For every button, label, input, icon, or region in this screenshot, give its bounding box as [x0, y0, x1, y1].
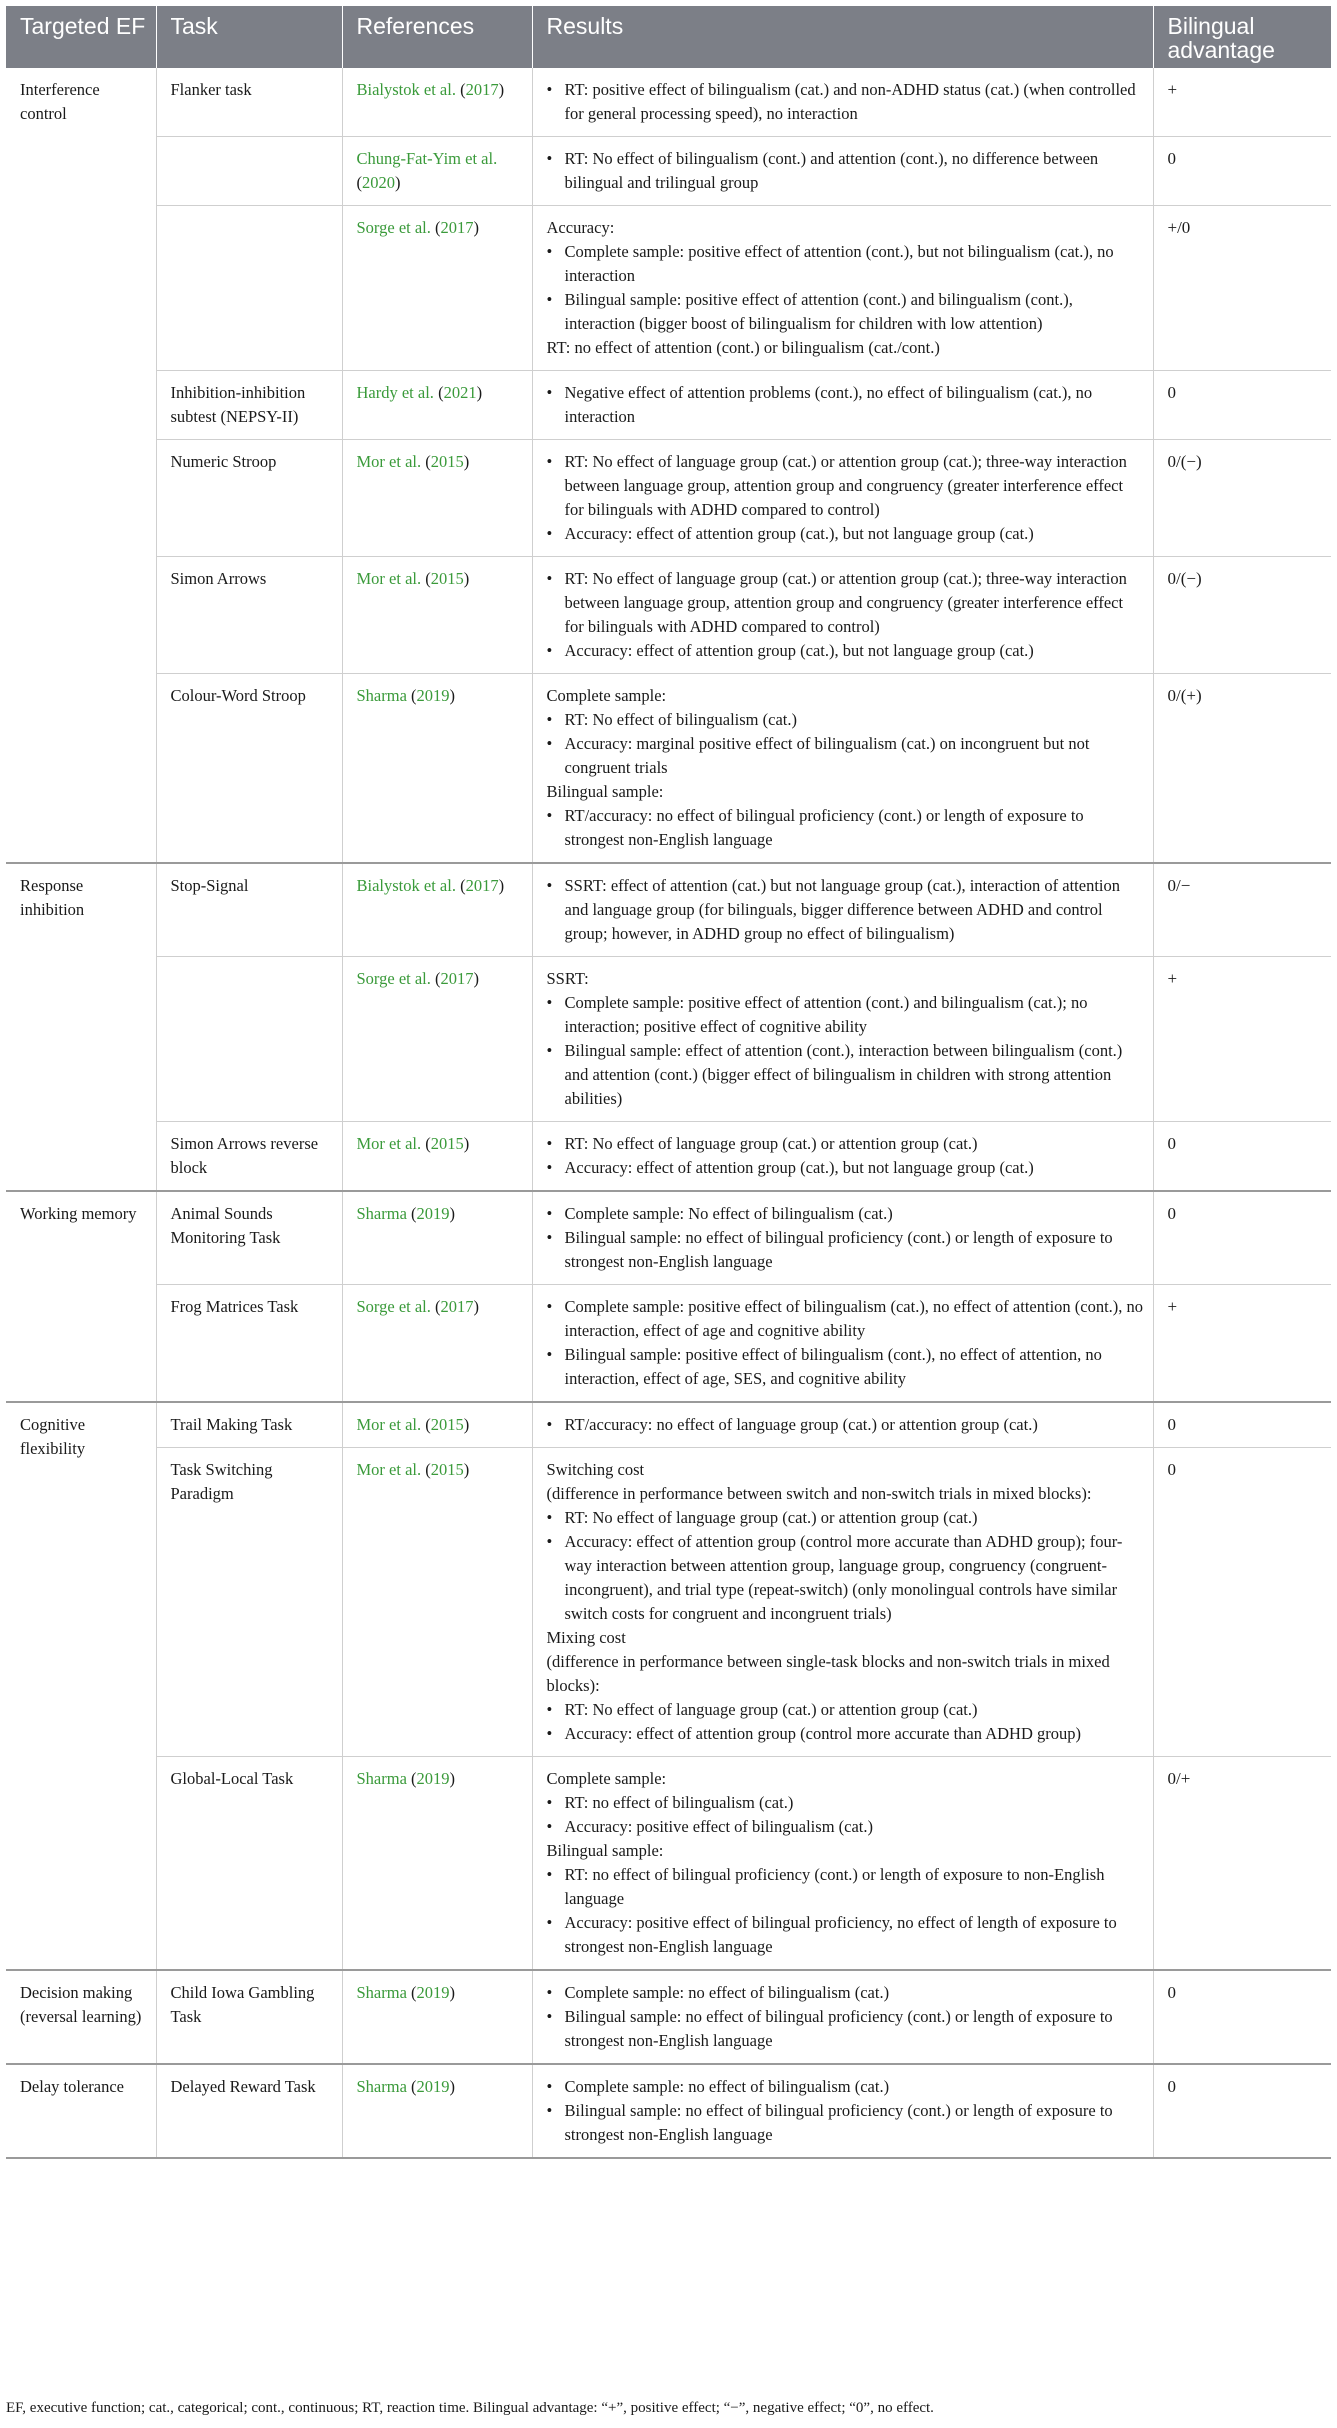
result-bullet: • Complete sample: no effect of bilingualism (cat.)	[547, 2075, 1145, 2099]
bilingual-advantage-cell: 0	[1153, 1448, 1331, 1757]
bilingual-advantage-cell: +	[1153, 1285, 1331, 1403]
result-bullet: • Complete sample: no effect of bilingualism (cat.)	[547, 1981, 1145, 2005]
bilingual-advantage-cell: 0	[1153, 1122, 1331, 1192]
table-row	[6, 1191, 1331, 1285]
reference-author: Mor et al.	[356, 1415, 422, 1434]
result-line: Switching cost	[546, 1460, 645, 1479]
reference-author: Mor et al.	[356, 452, 422, 471]
reference-cell	[342, 957, 532, 1122]
reference-link[interactable]: Mor et al. (2015)	[356, 1460, 470, 1479]
results-cell	[532, 206, 1153, 371]
reference-year: 2015	[430, 1134, 464, 1153]
reference-year: 2019	[416, 1983, 450, 2002]
reference-author: Bialystok et al.	[356, 80, 456, 99]
reference-year: 2017	[440, 218, 474, 237]
reference-link[interactable]: Sharma (2019)	[356, 1983, 456, 2002]
reference-author: Sharma	[356, 1769, 407, 1788]
task-cell: Inhibition-inhibition subtest (NEPSY-II)	[156, 371, 342, 440]
reference-author: Sharma	[356, 2077, 407, 2096]
result-line: SSRT:	[546, 969, 589, 988]
result-line: Accuracy:	[546, 218, 615, 237]
reference-author: Sorge et al.	[356, 218, 431, 237]
results-cell	[532, 2064, 1153, 2158]
reference-cell	[342, 68, 532, 137]
table-row	[6, 674, 1331, 864]
targeted-ef-cell: Decision making (reversal learning)	[6, 1970, 156, 2064]
results-cell	[532, 440, 1153, 557]
result-bullet: • Negative effect of attention problems (cont.), no effect of bilingualism (cat.), no interaction	[547, 381, 1145, 429]
result-line: Complete sample:	[546, 686, 667, 705]
result-bullet: • RT: No effect of language group (cat.) or attention group (cat.); three-way interaction between language group, attention group and congruency (greater interference effect for bilinguals with ADHD compared to control)	[547, 567, 1145, 639]
reference-link[interactable]: Bialystok et al. (2017)	[356, 80, 505, 99]
result-bullet: • Complete sample: positive effect of attention (cont.), but not bilingualism (cat.), no interaction	[547, 240, 1145, 288]
bilingual-advantage-cell: 0/(+)	[1153, 674, 1331, 864]
result-bullet: • RT: no effect of bilingual proficiency (cont.) or length of exposure to non-English language	[547, 1863, 1145, 1911]
results-cell	[532, 1122, 1153, 1192]
targeted-ef-cell: Working memory	[6, 1191, 156, 1402]
reference-author: Mor et al.	[356, 569, 422, 588]
results-cell	[532, 557, 1153, 674]
reference-year: 2021	[443, 383, 477, 402]
result-bullet: • Accuracy: positive effect of bilingual proficiency, no effect of length of exposure to strongest non-English language	[547, 1911, 1145, 1959]
results-cell	[532, 371, 1153, 440]
table-row	[6, 1122, 1331, 1192]
task-cell	[156, 206, 342, 371]
results-cell	[532, 1402, 1153, 1448]
result-bullet: • Accuracy: marginal positive effect of bilingualism (cat.) on incongruent but not congruent trials	[547, 732, 1145, 780]
result-bullet: • RT/accuracy: no effect of language group (cat.) or attention group (cat.)	[547, 1413, 1145, 1437]
reference-link[interactable]: Mor et al. (2015)	[356, 452, 470, 471]
task-cell: Task Switching Paradigm	[156, 1448, 342, 1757]
table-row	[6, 137, 1331, 206]
result-bullet: • Complete sample: positive effect of bilingualism (cat.), no effect of attention (cont.), no interaction, effect of age and cognitive ability	[547, 1295, 1145, 1343]
result-line: (difference in performance between switch and non-switch trials in mixed blocks):	[546, 1484, 1092, 1503]
targeted-ef-cell: Delay tolerance	[6, 2064, 156, 2158]
results-cell	[532, 68, 1153, 137]
table-row	[6, 1402, 1331, 1448]
reference-link[interactable]: Sorge et al. (2017)	[356, 1297, 480, 1316]
result-bullet: • RT: No effect of bilingualism (cont.) and attention (cont.), no difference between bilingual and trilingual group	[547, 147, 1145, 195]
result-bullet: • Bilingual sample: positive effect of bilingualism (cont.), no effect of attention, no interaction, effect of age, SES, and cognitive ability	[547, 1343, 1145, 1391]
results-table	[6, 6, 1331, 2159]
bilingual-advantage-cell: +	[1153, 68, 1331, 137]
task-cell: Simon Arrows	[156, 557, 342, 674]
reference-year: 2019	[416, 1204, 450, 1223]
bilingual-advantage-cell: 0/+	[1153, 1757, 1331, 1971]
result-bullet: • Accuracy: effect of attention group (cat.), but not language group (cat.)	[547, 639, 1145, 663]
reference-year: 2015	[430, 1460, 464, 1479]
results-cell	[532, 957, 1153, 1122]
reference-year: 2019	[416, 686, 450, 705]
result-bullet: • Accuracy: positive effect of bilingualism (cat.)	[547, 1815, 1145, 1839]
task-cell: Global-Local Task	[156, 1757, 342, 1971]
result-bullet: • RT/accuracy: no effect of bilingual proficiency (cont.) or length of exposure to strongest non-English language	[547, 804, 1145, 852]
header-bilingual-advantage: Bilingual advantage	[1153, 6, 1331, 68]
task-cell: Stop-Signal	[156, 863, 342, 957]
result-bullet: • RT: no effect of bilingualism (cat.)	[547, 1791, 1145, 1815]
results-cell	[532, 674, 1153, 864]
task-cell: Animal Sounds Monitoring Task	[156, 1191, 342, 1285]
task-cell: Trail Making Task	[156, 1402, 342, 1448]
bilingual-advantage-cell: 0	[1153, 137, 1331, 206]
header-task: Task	[156, 6, 342, 68]
reference-year: 2015	[430, 569, 464, 588]
task-cell: Colour-Word Stroop	[156, 674, 342, 864]
result-line: Bilingual sample:	[546, 782, 664, 801]
reference-link[interactable]: Sharma (2019)	[356, 1204, 456, 1223]
reference-link[interactable]: Sharma (2019)	[356, 1769, 456, 1788]
task-cell: Numeric Stroop	[156, 440, 342, 557]
table-row	[6, 957, 1331, 1122]
table-footnote: EF, executive function; cat., categorical; cont., continuous; RT, reaction time. Bilingual advantage: “+”, positive effect; “−”, negative effect; “0”, no effect.	[6, 2400, 934, 2416]
results-cell	[532, 1970, 1153, 2064]
bilingual-advantage-cell: 0/−	[1153, 863, 1331, 957]
header-references: References	[342, 6, 532, 68]
reference-cell	[342, 137, 532, 206]
table-row	[6, 1448, 1331, 1757]
reference-link[interactable]: Sharma (2019)	[356, 2077, 456, 2096]
targeted-ef-cell: Cognitive flexibility	[6, 1402, 156, 1970]
reference-cell	[342, 2064, 532, 2158]
targeted-ef-cell: Response inhibition	[6, 863, 156, 1191]
result-bullet: • SSRT: effect of attention (cat.) but not language group (cat.), interaction of attention and language group (for bilinguals, bigger difference between ADHD and control group; however, in ADHD group no effect of bilingualism)	[547, 874, 1145, 946]
reference-author: Mor et al.	[356, 1460, 422, 1479]
bilingual-advantage-cell: +/0	[1153, 206, 1331, 371]
result-line: (difference in performance between single-task blocks and non-switch trials in mixed blocks):	[546, 1652, 1110, 1695]
results-cell	[532, 137, 1153, 206]
table-row	[6, 1757, 1331, 1971]
result-bullet: • Bilingual sample: positive effect of attention (cont.) and bilingualism (cont.), interaction (bigger boost of bilingualism for children with low attention)	[547, 288, 1145, 336]
result-bullet: • RT: No effect of language group (cat.) or attention group (cat.)	[547, 1132, 1145, 1156]
table-row	[6, 863, 1331, 957]
bilingual-advantage-cell: 0/(−)	[1153, 440, 1331, 557]
reference-link[interactable]: Mor et al. (2015)	[356, 569, 470, 588]
reference-link[interactable]: Mor et al. (2015)	[356, 1415, 470, 1434]
bilingual-advantage-cell: 0	[1153, 1402, 1331, 1448]
reference-year: 2017	[440, 969, 474, 988]
reference-link[interactable]: Hardy et al. (2021)	[356, 383, 483, 402]
reference-link[interactable]: Chung-Fat-Yim et al. (2020)	[356, 149, 498, 192]
task-cell: Delayed Reward Task	[156, 2064, 342, 2158]
header-targeted-ef: Targeted EF	[6, 6, 156, 68]
reference-link[interactable]: Mor et al. (2015)	[356, 1134, 470, 1153]
result-bullet: • RT: No effect of bilingualism (cat.)	[547, 708, 1145, 732]
table-row	[6, 1970, 1331, 2064]
result-bullet: • Bilingual sample: no effect of bilingual proficiency (cont.) or length of exposure to strongest non-English language	[547, 2005, 1145, 2053]
reference-cell	[342, 206, 532, 371]
task-cell: Frog Matrices Task	[156, 1285, 342, 1403]
result-bullet: • RT: No effect of language group (cat.) or attention group (cat.)	[547, 1506, 1145, 1530]
result-bullet: • Bilingual sample: no effect of bilingual proficiency (cont.) or length of exposure to strongest non-English language	[547, 2099, 1145, 2147]
reference-author: Chung-Fat-Yim et al.	[356, 149, 498, 168]
task-cell	[156, 137, 342, 206]
result-line: Complete sample:	[546, 1769, 667, 1788]
reference-year: 2015	[430, 1415, 464, 1434]
result-bullet: • Bilingual sample: no effect of bilingual proficiency (cont.) or length of exposure to strongest non-English language	[547, 1226, 1145, 1274]
reference-link[interactable]: Sharma (2019)	[356, 686, 456, 705]
table-row	[6, 371, 1331, 440]
task-cell: Child Iowa Gambling Task	[156, 1970, 342, 2064]
targeted-ef-cell: Interference control	[6, 68, 156, 863]
results-cell	[532, 1448, 1153, 1757]
result-bullet: • RT: No effect of language group (cat.) or attention group (cat.)	[547, 1698, 1145, 1722]
reference-cell	[342, 1285, 532, 1403]
reference-year: 2017	[440, 1297, 474, 1316]
result-line: Mixing cost	[546, 1628, 626, 1647]
reference-author: Sorge et al.	[356, 1297, 431, 1316]
table-row	[6, 206, 1331, 371]
result-bullet: • Accuracy: effect of attention group (control more accurate than ADHD group)	[547, 1722, 1145, 1746]
bilingual-advantage-cell: 0	[1153, 1970, 1331, 2064]
reference-author: Mor et al.	[356, 1134, 422, 1153]
result-bullet: • RT: No effect of language group (cat.) or attention group (cat.); three-way interaction between language group, attention group and congruency (greater interference effect for bilinguals with ADHD compared to control)	[547, 450, 1145, 522]
reference-cell	[342, 1757, 532, 1971]
result-bullet: • Accuracy: effect of attention group (cat.), but not language group (cat.)	[547, 1156, 1145, 1180]
task-cell: Flanker task	[156, 68, 342, 137]
table-row	[6, 1285, 1331, 1403]
reference-cell	[342, 863, 532, 957]
reference-year: 2015	[430, 452, 464, 471]
reference-year: 2019	[416, 1769, 450, 1788]
reference-cell	[342, 1402, 532, 1448]
reference-author: Hardy et al.	[356, 383, 434, 402]
reference-cell	[342, 1122, 532, 1192]
table-row	[6, 2064, 1331, 2158]
reference-cell	[342, 1970, 532, 2064]
header-row	[6, 6, 1331, 68]
reference-author: Sorge et al.	[356, 969, 431, 988]
reference-year: 2020	[362, 173, 395, 192]
reference-link[interactable]: Sorge et al. (2017)	[356, 218, 480, 237]
result-bullet: • RT: positive effect of bilingualism (cat.) and non-ADHD status (cat.) (when controlled for general processing speed), no interaction	[547, 78, 1145, 126]
task-cell	[156, 957, 342, 1122]
result-bullet: • Accuracy: effect of attention group (cat.), but not language group (cat.)	[547, 522, 1145, 546]
header-results: Results	[532, 6, 1153, 68]
reference-cell	[342, 674, 532, 864]
bilingual-advantage-cell: 0	[1153, 371, 1331, 440]
results-cell	[532, 863, 1153, 957]
results-cell	[532, 1285, 1153, 1403]
reference-cell	[342, 371, 532, 440]
result-bullet: • Complete sample: positive effect of attention (cont.) and bilingualism (cat.); no interaction; positive effect of cognitive ability	[547, 991, 1145, 1039]
result-bullet: • Accuracy: effect of attention group (control more accurate than ADHD group); four-way interaction between attention group, language group, congruency (congruent-incongruent), and trial type (repeat-switch) (only monolingual controls have similar switch costs for congruent and incongruent trials)	[547, 1530, 1145, 1626]
reference-author: Sharma	[356, 1204, 407, 1223]
table-row	[6, 68, 1331, 137]
reference-author: Bialystok et al.	[356, 876, 456, 895]
bilingual-advantage-cell: 0	[1153, 2064, 1331, 2158]
table-row	[6, 440, 1331, 557]
results-cell	[532, 1191, 1153, 1285]
result-bullet: • Complete sample: No effect of bilingualism (cat.)	[547, 1202, 1145, 1226]
reference-author: Sharma	[356, 1983, 407, 2002]
bilingual-advantage-cell: 0/(−)	[1153, 557, 1331, 674]
results-cell	[532, 1757, 1153, 1971]
reference-cell	[342, 440, 532, 557]
result-bullet: • Bilingual sample: effect of attention (cont.), interaction between bilingualism (cont.) and attention (cont.) (bigger effect of bilingualism in children with strong attention abilities)	[547, 1039, 1145, 1111]
bilingual-advantage-cell: +	[1153, 957, 1331, 1122]
reference-cell	[342, 557, 532, 674]
bilingual-advantage-cell: 0	[1153, 1191, 1331, 1285]
reference-cell	[342, 1191, 532, 1285]
result-line: Bilingual sample:	[546, 1841, 664, 1860]
reference-year: 2017	[465, 80, 499, 99]
reference-author: Sharma	[356, 686, 407, 705]
reference-year: 2019	[416, 2077, 450, 2096]
task-cell: Simon Arrows reverse block	[156, 1122, 342, 1192]
reference-year: 2017	[465, 876, 499, 895]
reference-cell	[342, 1448, 532, 1757]
reference-link[interactable]: Bialystok et al. (2017)	[356, 876, 505, 895]
reference-link[interactable]: Sorge et al. (2017)	[356, 969, 480, 988]
result-line: RT: no effect of attention (cont.) or bilingualism (cat./cont.)	[546, 338, 940, 357]
table-row	[6, 557, 1331, 674]
